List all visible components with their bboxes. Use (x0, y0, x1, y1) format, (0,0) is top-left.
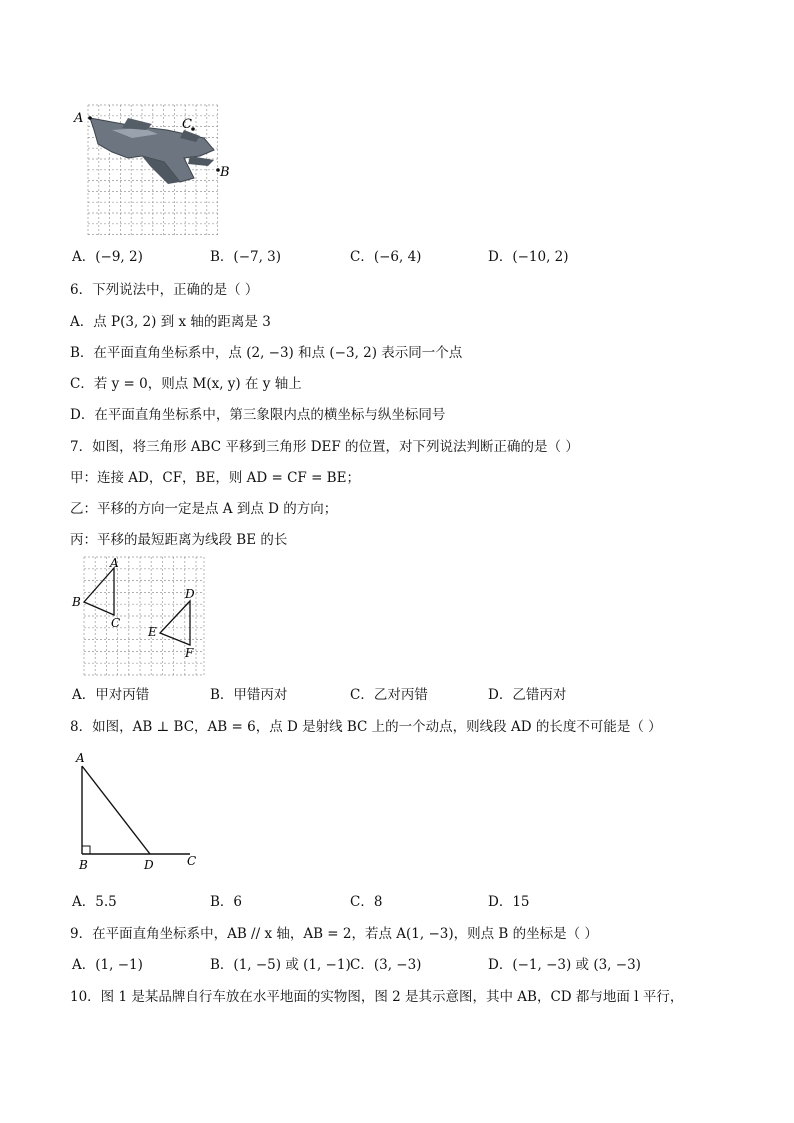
tri-label-f: F (185, 646, 194, 660)
q9-stem: 9．在平面直角坐标系中，AB // x 轴，AB = 2，若点 A(1, −3)，则点 B 的坐标是（ ） (70, 926, 598, 942)
q9-option-d: D．(−1, −3) 或 (3, −3) (488, 957, 641, 973)
q5-option-a: A．(−9, 2) (72, 249, 143, 265)
q5-option-d: D．(−10, 2) (488, 249, 569, 265)
plane-label-a: A (74, 111, 84, 126)
tri-label-c: C (111, 616, 121, 630)
q6-option-a: A．点 P(3, 2) 到 x 轴的距离是 3 (70, 314, 271, 330)
q7-statement-bing: 丙：平移的最短距离为线段 BE 的长 (70, 532, 288, 548)
rt-label-b: B (79, 858, 88, 872)
plane-label-b: B (220, 165, 230, 180)
q7-stem: 7．如图，将三角形 ABC 平移到三角形 DEF 的位置，对下列说法判断正确的是（ ） (70, 439, 579, 455)
q7-option-b: B．甲错丙对 (210, 687, 288, 703)
q5-option-b: B．(−7, 3) (210, 249, 282, 265)
tri-label-e: E (148, 625, 157, 639)
q8-option-a: A．5.5 (72, 894, 117, 910)
rt-label-d: D (144, 858, 154, 872)
q8-stem: 8．如图，AB ⊥ BC，AB = 6，点 D 是射线 BC 上的一个动点，则线段 AD 的长度不可能是（ ） (70, 719, 662, 735)
q9-option-c: C．(3, −3) (350, 957, 422, 973)
q7-statement-yi: 乙：平移的方向一定是点 A 到点 D 的方向； (70, 501, 338, 517)
q10-stem: 10．图 1 是某品牌自行车放在水平地面的实物图，图 2 是其示意图，其中 AB，CD 都与地面 l 平行， (70, 989, 684, 1005)
translation-grid-figure (70, 555, 210, 683)
plane-label-c: C (182, 117, 192, 132)
q8-option-d: D．15 (488, 894, 530, 910)
q6-option-d: D．在平面直角坐标系中，第三象限内点的横坐标与纵坐标同号 (70, 407, 446, 423)
rt-label-c: C (187, 854, 197, 868)
q7-statement-jia: 甲：连接 AD，CF，BE，则 AD = CF = BE； (70, 470, 360, 486)
q6-stem: 6．下列说法中，正确的是（ ） (70, 282, 259, 298)
q8-option-c: C．8 (350, 894, 383, 910)
q6-option-c: C．若 y = 0，则点 M(x, y) 在 y 轴上 (70, 376, 302, 392)
rt-label-a: A (76, 751, 85, 765)
tri-label-b: B (72, 595, 81, 609)
q9-option-a: A．(1, −1) (72, 957, 143, 973)
tri-label-a: A (110, 556, 119, 570)
tri-label-d: D (185, 587, 195, 601)
q7-option-c: C．乙对丙错 (350, 687, 428, 703)
plane-grid-figure (72, 100, 232, 244)
q7-option-d: D．乙错丙对 (488, 687, 567, 703)
q8-option-b: B．6 (210, 894, 243, 910)
q9-option-b: B．(1, −5) 或 (1, −1) (210, 957, 351, 973)
q7-option-a: A．甲对丙错 (72, 687, 150, 703)
q6-option-b: B．在平面直角坐标系中，点 (2, −3) 和点 (−3, 2) 表示同一个点 (70, 345, 463, 361)
triangle-def (160, 601, 190, 645)
triangle-abc (84, 568, 114, 615)
right-triangle-figure (70, 748, 210, 880)
q5-option-c: C．(−6, 4) (350, 249, 422, 265)
